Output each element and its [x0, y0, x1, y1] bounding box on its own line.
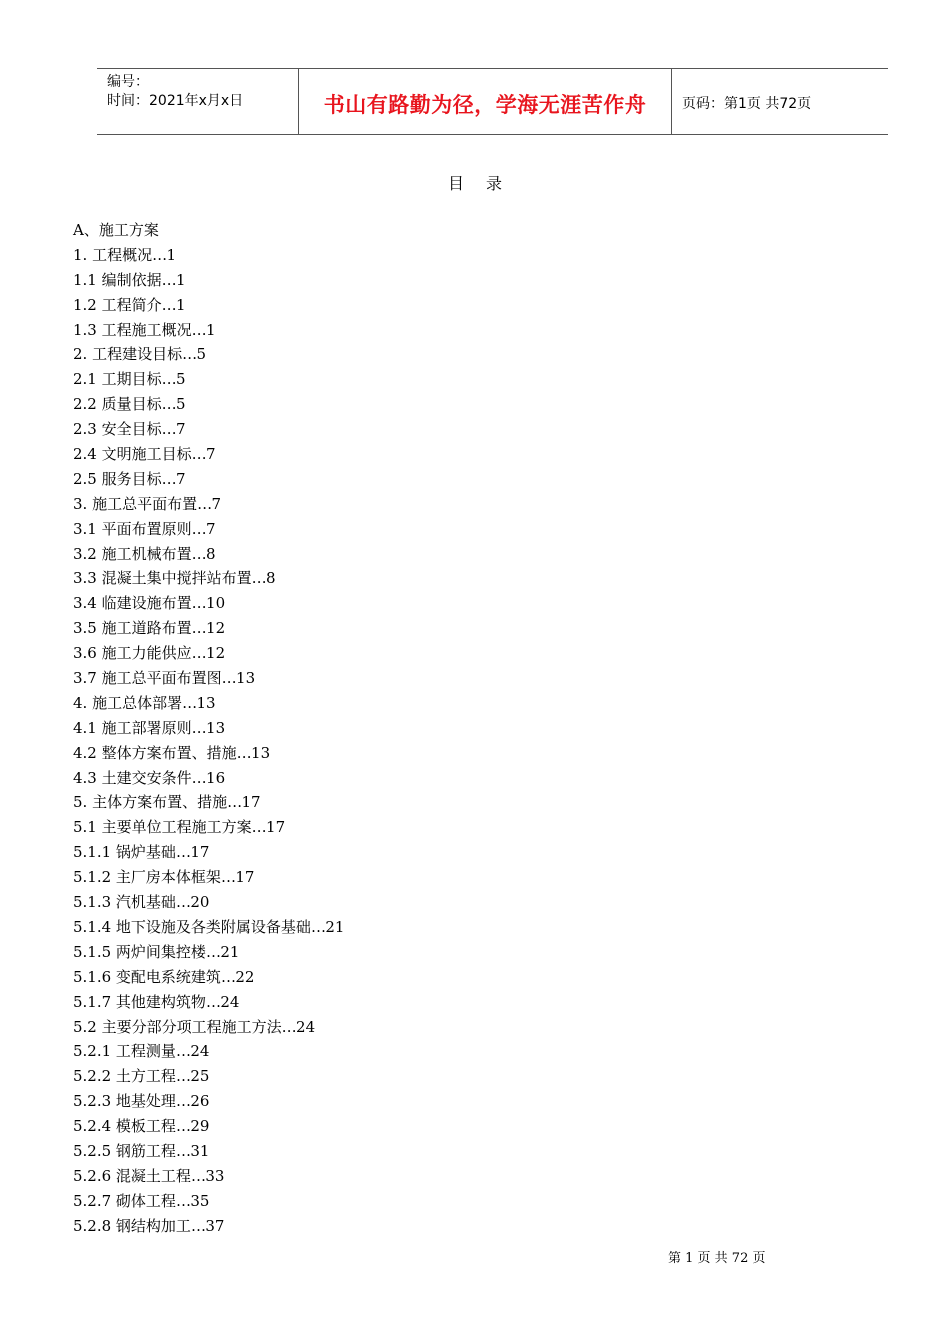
toc-entry[interactable] — [73, 417, 673, 442]
toc-entry-leader: … — [175, 1067, 191, 1086]
toc-entry-title: 5.2 主要分部分项工程施工方法 — [73, 1017, 282, 1036]
page-footer: 第 1 页 共 72 页 — [668, 1251, 766, 1266]
time-label: 时间：2021年x月x日 — [107, 93, 244, 109]
toc-entry[interactable] — [73, 1114, 673, 1139]
toc-entry-leader: … — [220, 967, 236, 986]
toc-entry-page: 22 — [235, 967, 255, 986]
toc-entry-title: 5.1.2 主厂房本体框架 — [73, 868, 221, 887]
toc-entry[interactable] — [73, 965, 673, 990]
toc-entry-leader: … — [175, 1092, 191, 1111]
toc-entry[interactable] — [73, 940, 673, 965]
toc-entry[interactable] — [73, 1089, 673, 1114]
toc-entry[interactable] — [73, 890, 673, 915]
toc-entry-page: 17 — [241, 793, 261, 812]
toc-entry-page: 7 — [206, 519, 216, 538]
toc-entry-title: 5.2.5 钢筋工程 — [73, 1141, 176, 1160]
toc-entry-leader: … — [251, 818, 267, 837]
toc-entry-title: 5.2.7 砌体工程 — [73, 1191, 176, 1210]
toc-entry-page: 1 — [206, 320, 216, 339]
toc-entry-page: 13 — [206, 718, 226, 737]
toc-entry-page: 5 — [176, 370, 186, 389]
toc-entry-leader: … — [161, 295, 177, 314]
toc-entry[interactable] — [73, 1189, 673, 1214]
toc-entry-title: 5.2.4 模板工程 — [73, 1117, 176, 1136]
toc-entry-page: 20 — [190, 893, 210, 912]
toc-entry[interactable] — [73, 815, 673, 840]
toc-entry[interactable] — [73, 492, 673, 517]
toc-entry-leader: … — [175, 1117, 191, 1136]
toc-entry-page: 17 — [266, 818, 286, 837]
toc-entry[interactable] — [73, 243, 673, 268]
toc-entry-title: 2.5 服务目标 — [73, 469, 162, 488]
toc-entry-title: 2.1 工期目标 — [73, 370, 162, 389]
toc-entry-page: 1 — [166, 245, 177, 264]
toc-entry-leader: … — [227, 793, 242, 812]
toc-entry-leader: … — [197, 494, 212, 513]
toc-entry-leader: … — [221, 669, 237, 688]
toc-entry[interactable] — [73, 1064, 673, 1089]
toc-entry-page: 21 — [220, 942, 240, 961]
toc-entry-title: 2.2 质量目标 — [73, 395, 162, 414]
toc-entry-title: 5.1.5 两炉间集控楼 — [73, 942, 206, 961]
toc-entry-page: 1 — [176, 270, 186, 289]
toc-title: 目录 — [447, 174, 524, 193]
toc-entry-title: 5.1.4 地下设施及各类附属设备基础 — [73, 917, 311, 936]
toc-entry[interactable] — [73, 666, 673, 691]
toc-entry[interactable] — [73, 542, 673, 567]
toc-entry-page: 5 — [176, 395, 186, 414]
toc-entry[interactable] — [73, 566, 673, 591]
toc-entry-page: 7 — [176, 420, 186, 439]
toc-entry-leader: … — [205, 992, 221, 1011]
toc-entry-title: 3.4 临建设施布置 — [73, 594, 192, 613]
toc-entry-leader: … — [191, 544, 207, 563]
toc-entry[interactable] — [73, 1139, 673, 1164]
toc-entry-leader: … — [161, 469, 177, 488]
toc-entry-page: 5 — [196, 345, 207, 364]
toc-entry-page: 12 — [206, 644, 226, 663]
toc-entry[interactable] — [73, 591, 673, 616]
toc-entry-leader: … — [191, 594, 207, 613]
toc-entry-title: 5.1.1 锅炉基础 — [73, 843, 176, 862]
toc-entry-title: 4. 施工总体部署 — [73, 693, 183, 712]
toc-entry-title: 3.7 施工总平面布置图 — [73, 669, 222, 688]
toc-entry-page: 37 — [205, 1216, 225, 1235]
toc-entry-leader: … — [182, 693, 197, 712]
toc-entry-title: 5.2.2 土方工程 — [73, 1067, 176, 1086]
toc-entry-page: 35 — [190, 1191, 210, 1210]
toc-entry-title: 1.2 工程简介 — [73, 295, 162, 314]
toc-entry-title: 2.3 安全目标 — [73, 420, 162, 439]
toc-entry-leader: … — [191, 644, 207, 663]
toc-entry[interactable] — [73, 367, 673, 392]
toc-entry-title: 5.1.6 变配电系统建筑 — [73, 967, 221, 986]
toc-entry-page: 13 — [251, 743, 271, 762]
toc-entry-page: 13 — [196, 693, 216, 712]
toc-entry-title: 4.3 土建交安条件 — [73, 768, 192, 787]
toc-entry[interactable] — [73, 741, 673, 766]
toc-entry-page: 29 — [190, 1117, 210, 1136]
toc-entry-page: 7 — [176, 469, 186, 488]
toc-entry-title: 5.1.7 其他建构筑物 — [73, 992, 206, 1011]
toc-entry-title: 3.2 施工机械布置 — [73, 544, 192, 563]
toc-entry-title: 5. 主体方案布置、措施 — [73, 793, 228, 812]
toc-entry-leader: … — [161, 270, 177, 289]
toc-entry[interactable] — [73, 790, 673, 815]
toc-entry-title: 1.1 编制依据 — [73, 270, 162, 289]
toc-entry-leader: … — [205, 942, 221, 961]
toc-entry[interactable] — [73, 766, 673, 791]
toc-entry-page: 16 — [206, 768, 226, 787]
toc-entry-page: 12 — [206, 619, 226, 638]
toc-entry-page: 7 — [211, 494, 222, 513]
toc-entry-title: 2.4 文明施工目标 — [73, 445, 192, 464]
toc-entry[interactable] — [73, 392, 673, 417]
toc-entry-leader: … — [310, 917, 326, 936]
code-label: 编号： — [107, 74, 149, 90]
toc-entry-title: 4.1 施工部署原则 — [73, 718, 192, 737]
toc-entry[interactable] — [73, 218, 673, 243]
toc-entry-title: 3.1 平面布置原则 — [73, 519, 192, 538]
toc-entry[interactable] — [73, 616, 673, 641]
toc-entry[interactable] — [73, 915, 673, 940]
toc-entry[interactable] — [73, 467, 673, 492]
toc-entry-page: 31 — [190, 1141, 210, 1160]
toc-entry-leader: … — [161, 420, 177, 439]
toc-entry-page: 33 — [205, 1166, 225, 1185]
toc-entry-title: 4.2 整体方案布置、措施 — [73, 743, 237, 762]
toc-entry-leader: … — [182, 345, 197, 364]
toc-entry-leader: … — [175, 843, 191, 862]
toc-entry-page: 24 — [296, 1017, 316, 1036]
toc-entry[interactable] — [73, 293, 673, 318]
toc-entry-title: 1. 工程概况 — [73, 245, 153, 264]
toc-entry-page: 10 — [206, 594, 226, 613]
toc-entry-page: 21 — [325, 917, 345, 936]
toc-entry-page: 17 — [190, 843, 210, 862]
toc-entry[interactable] — [73, 840, 673, 865]
toc-entry[interactable] — [73, 268, 673, 293]
toc-entry-leader: … — [152, 245, 167, 264]
toc-entry-leader: … — [175, 1042, 191, 1061]
toc-entry-leader: … — [191, 718, 207, 737]
toc-entry[interactable] — [73, 1039, 673, 1064]
toc-entry-title: 3.6 施工力能供应 — [73, 644, 192, 663]
toc-entry-page: 26 — [190, 1092, 210, 1111]
toc-entry[interactable] — [73, 1015, 673, 1040]
toc-entry-leader: … — [190, 1166, 206, 1185]
table-of-contents — [73, 218, 673, 1239]
toc-entry-title: 1.3 工程施工概况 — [73, 320, 192, 339]
page-header — [97, 68, 888, 135]
toc-entry-leader: … — [161, 370, 177, 389]
toc-entry-page: 1 — [176, 295, 186, 314]
toc-entry-leader: … — [281, 1017, 297, 1036]
toc-entry[interactable] — [73, 865, 673, 890]
toc-entry-title: 3.5 施工道路布置 — [73, 619, 192, 638]
toc-entry[interactable] — [73, 1164, 673, 1189]
toc-entry-leader: … — [191, 619, 207, 638]
toc-entry-leader: … — [175, 1141, 191, 1160]
toc-entry-page: 24 — [190, 1042, 210, 1061]
toc-entry-leader: … — [191, 320, 207, 339]
toc-entry-page: 25 — [190, 1067, 210, 1086]
toc-entry[interactable] — [73, 1214, 673, 1239]
toc-entry-page: 8 — [206, 544, 216, 563]
toc-entry-title: 5.2.1 工程测量 — [73, 1042, 176, 1061]
toc-entry-leader: … — [220, 868, 236, 887]
toc-entry-title: 5.1 主要单位工程施工方案 — [73, 818, 252, 837]
toc-entry-title: 3.3 混凝土集中搅拌站布置 — [73, 569, 252, 588]
toc-entry-leader: … — [251, 569, 267, 588]
toc-entry[interactable] — [73, 691, 673, 716]
toc-entry-leader: … — [236, 743, 252, 762]
toc-entry[interactable] — [73, 716, 673, 741]
toc-entry[interactable] — [73, 342, 673, 367]
toc-entry-title: A、施工方案 — [73, 221, 159, 239]
toc-entry-leader: … — [175, 1191, 191, 1210]
toc-entry[interactable] — [73, 517, 673, 542]
toc-entry-leader: … — [175, 893, 191, 912]
header-motto: 书山有路勤为径，学海无涯苦作舟 — [299, 69, 672, 134]
toc-entry-page: 8 — [266, 569, 276, 588]
toc-entry-leader: … — [191, 768, 207, 787]
toc-entry-page: 17 — [235, 868, 255, 887]
toc-entry[interactable] — [73, 442, 673, 467]
header-page-info: 页码：第1页 共72页 — [682, 95, 812, 112]
toc-entry-title: 5.2.3 地基处理 — [73, 1092, 176, 1111]
toc-entry[interactable] — [73, 990, 673, 1015]
toc-entry-leader: … — [190, 1216, 206, 1235]
toc-entry[interactable] — [73, 641, 673, 666]
toc-entry-page: 13 — [236, 669, 256, 688]
toc-entry-title: 2. 工程建设目标 — [73, 345, 183, 364]
toc-entry[interactable] — [73, 318, 673, 343]
toc-entry-page: 7 — [206, 445, 216, 464]
toc-entry-leader: … — [161, 395, 177, 414]
toc-entry-title: 5.2.6 混凝土工程 — [73, 1166, 191, 1185]
toc-entry-title: 3. 施工总平面布置 — [73, 494, 198, 513]
toc-entry-title: 5.1.3 汽机基础 — [73, 893, 176, 912]
toc-entry-title: 5.2.8 钢结构加工 — [73, 1216, 191, 1235]
toc-entry-leader: … — [191, 519, 207, 538]
header-meta — [97, 69, 299, 134]
toc-entry-leader: … — [191, 445, 207, 464]
toc-entry-page: 24 — [220, 992, 240, 1011]
